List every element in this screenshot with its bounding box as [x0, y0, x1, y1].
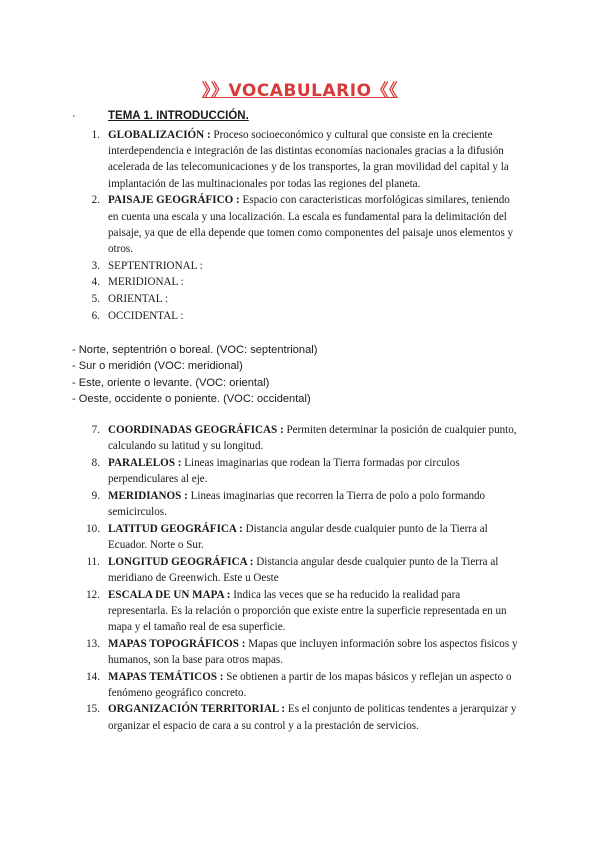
bullet: · — [72, 110, 76, 122]
direction-line: - Norte, septentrión o boreal. (VOC: septentrional) — [72, 344, 318, 356]
list-item: 7. COORDINADAS GEOGRÁFICAS : Permiten determinar la posición de cualquier punto, calculando su latitud y su longitud. — [91, 424, 517, 453]
list-item: 14. MAPAS TEMÁTICOS : Se obtienen a partir de los mapas básicos y reflejan un aspecto o fenómeno geográfico concreto. — [86, 670, 512, 699]
list-item: 9. MERIDIANOS : Lineas imaginarias que recorren la Tierra de polo a polo formando semicirculos. — [91, 489, 486, 519]
list-item: 10. LATITUD GEOGRÁFICA : Distancia angular desde cualquier punto de la Tierra al Ecuador. Norte o Sur. — [86, 522, 488, 551]
page-title: 》》VOCABULARIO《《 — [201, 81, 399, 101]
section-title: TEMA 1. INTRODUCCIÓN. — [108, 110, 249, 122]
definition-list-b — [0, 422, 600, 734]
direction-line: - Oeste, occidente o poniente. (VOC: occidental) — [72, 392, 311, 405]
list-item: 5. ORIENTAL : — [91, 293, 169, 306]
direction-line: - Sur o meridión (VOC: meridional) — [72, 360, 243, 373]
list-item: 15. ORGANIZACIÓN TERRITORIAL : Es el conjunto de politicas tendentes a jerarquizar y organizar el espacio de cara a su control y a la prestación de servicios. — [86, 703, 517, 732]
list-item: 12. ESCALA DE UN MAPA : Indica las veces que se ha reducido la realidad para representarla. Es la relación o proporción que existe entre la superficie representada en un mapa y el tamaño real de esa superficie. — [86, 588, 507, 633]
list-item: 8. PARALELOS : Lineas imaginarias que rodean la Tierra formadas por circulos perpendiculares al eje. — [91, 456, 460, 486]
direction-line: - Este, oriente o levante. (VOC: oriental) — [72, 376, 270, 389]
list-item: 2. PAISAJE GEOGRÁFICO : Espacio con caracteristicas morfológicas similares, teniendo en cuenta una escala y una localización. La escala es fundamental para la delimitación del paisaje, ya que de ella depende que tomen como componentes del paisaje unos elementos y otros. — [91, 194, 514, 255]
directions-list — [72, 342, 317, 407]
list-item: 3. SEPTENTRIONAL : — [91, 259, 203, 272]
list-item: 6. OCCIDENTAL : — [91, 309, 184, 322]
list-item: 4. MERIDIONAL : — [91, 276, 184, 289]
list-item: 13. MAPAS TOPOGRÁFICOS : Mapas que incluyen información sobre los aspectos fisicos y humanos, son la base para otros mapas. — [86, 637, 518, 666]
list-item: 1. GLOBALIZACIÓN : Proceso socioeconómico y cultural que consiste en la creciente interdependencia e integración de las distintas economías nacionales gracias a la difusión acelerada de las telecomunicaciones y de los transportes, la gran movilidad del capital y la implantación de las multinacionales por todas las regiones del planeta. — [91, 129, 509, 190]
definition-list-a — [0, 127, 600, 324]
list-item: 11. LONGITUD GEOGRÁFICA : Distancia angular desde cualquier punto de la Tierra al meridiano de Greenwich. Este u Oeste — [86, 555, 499, 584]
